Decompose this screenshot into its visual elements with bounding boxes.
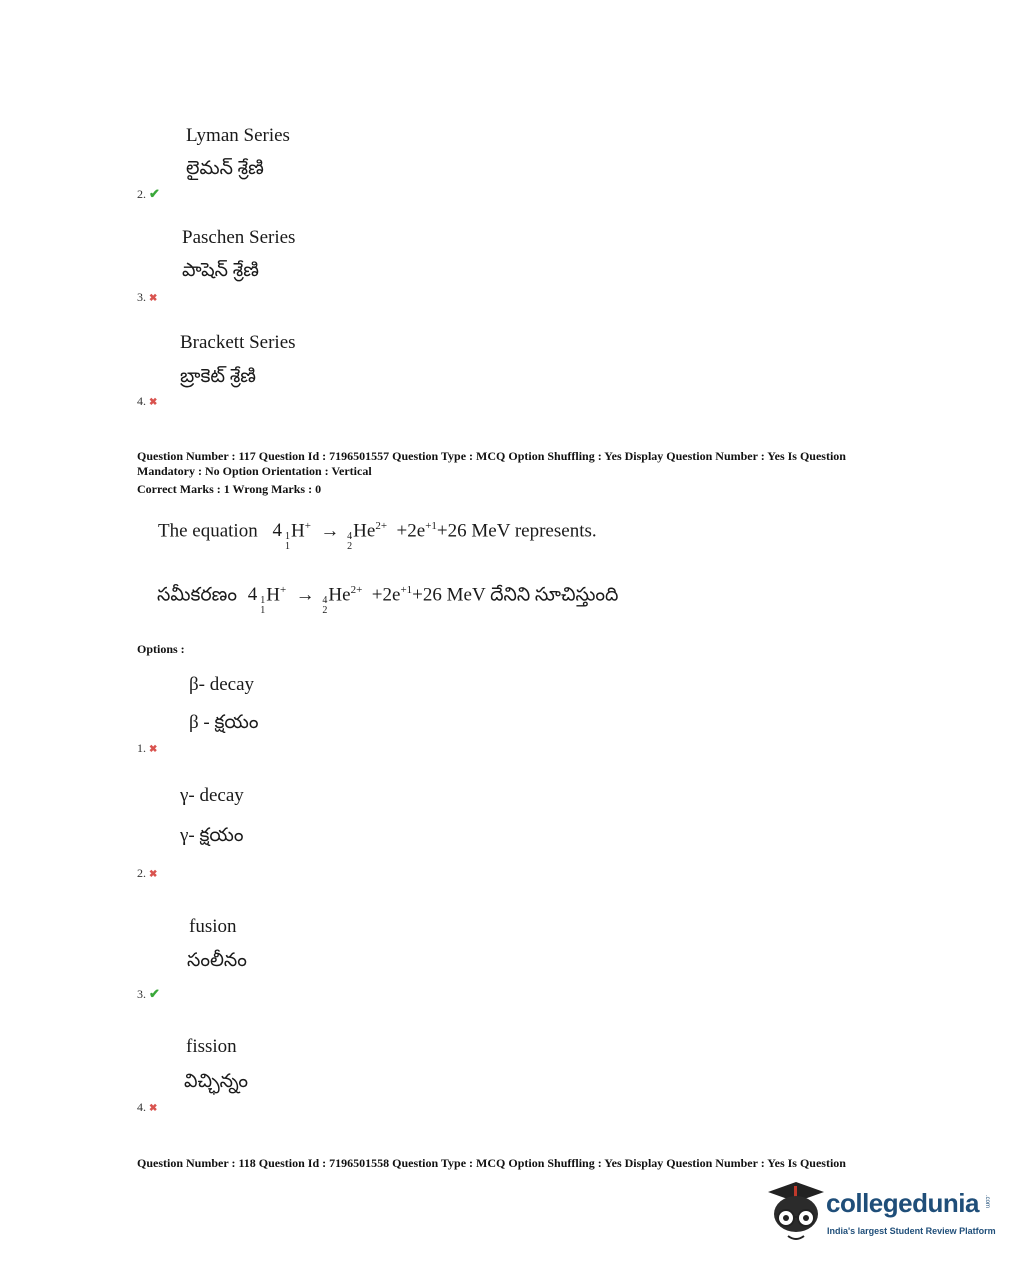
option-text-en: Paschen Series	[182, 227, 296, 248]
student-mascot-icon	[766, 1178, 826, 1248]
option-number: 3. ✖	[137, 290, 158, 304]
option-number: 4. ✖	[137, 1100, 158, 1114]
option-text-en: fission	[186, 1036, 237, 1057]
option-number: 1. ✖	[137, 741, 158, 755]
question-equation-te: సమీకరణం 4 1 1 H+ → 4 2 $He^{2+} +2e^{+1}+26$ MeV దేనిని సూచిస్తుంది	[157, 584, 619, 617]
option-text-te: పాషెన్ శ్రేణి	[182, 260, 259, 281]
option-number: 2. ✔	[137, 186, 160, 201]
option-text-te: β - క్షయం	[189, 712, 259, 733]
cross-icon: ✖	[149, 869, 158, 880]
logo-name: collegedunia	[826, 1188, 979, 1218]
logo-tagline: India's largest Student Review Platform	[827, 1226, 996, 1236]
option-text-en: Brackett Series	[180, 332, 296, 353]
question-equation-en: The equation 4 1 1 H+ → 4 2 $He^{2+} +2e^{+1}+26$ MeV represents.	[158, 520, 597, 553]
collegedunia-logo	[766, 1178, 996, 1248]
option-text-te: లైమన్ శ్రేణి	[186, 158, 264, 179]
option-number: 3. ✔	[137, 986, 160, 1001]
question-meta: Question Number : 117 Question Id : 7196501557 Question Type : MCQ Option Shuffling : Yes Display Question Number : Yes Is Question Mandatory : No Option Orientation : Vertical Correct Marks : 1 Wrong Marks : 0	[137, 449, 846, 496]
option-text-te: γ- క్షయం	[180, 825, 244, 846]
question-meta: Question Number : 118 Question Id : 7196501558 Question Type : MCQ Option Shuffling : Yes Display Question Number : Yes Is Question	[137, 1156, 846, 1170]
check-icon: ✔	[149, 986, 160, 1001]
option-text-en: γ- decay	[180, 785, 244, 806]
option-text-en: β- decay	[189, 674, 255, 695]
option-text-en: fusion	[189, 916, 237, 937]
options-label: Options :	[137, 642, 185, 656]
check-icon: ✔	[149, 186, 160, 201]
option-number: 2. ✖	[137, 866, 158, 880]
cross-icon: ✖	[149, 744, 158, 755]
option-text-te: విచ్ఛిన్నం	[184, 1071, 249, 1092]
option-text-te: బ్రాకెట్ శ్రేణి	[180, 366, 256, 387]
option-text-te: సంలీనం	[187, 950, 247, 971]
logo-com: .com	[984, 1195, 990, 1209]
cross-icon: ✖	[149, 1103, 158, 1114]
cross-icon: ✖	[149, 293, 158, 304]
cross-icon: ✖	[149, 397, 158, 408]
option-text-en: Lyman Series	[186, 125, 290, 146]
option-number: 4. ✖	[137, 394, 158, 408]
